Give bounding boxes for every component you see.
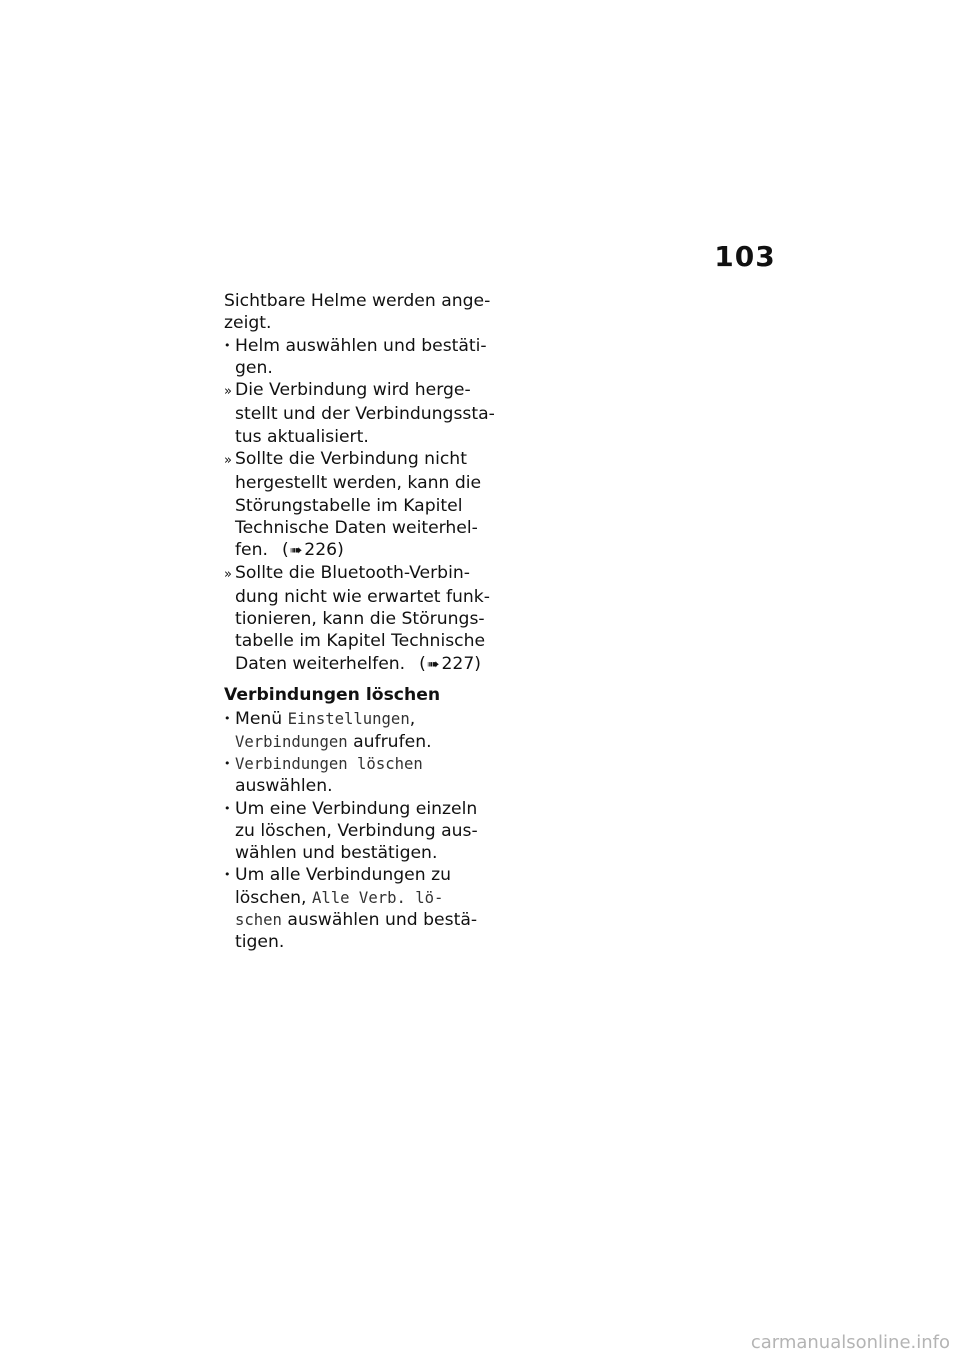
- step-text: zu löschen, Verbindung aus-: [235, 820, 478, 841]
- bullet-marker: •: [224, 712, 231, 726]
- result-text: Sollte die Verbindung nicht: [235, 449, 467, 470]
- result-text: tus aktualisiert.: [235, 426, 369, 447]
- result-text: Die Verbindung wird herge-: [235, 380, 471, 401]
- step-text: auswählen.: [235, 776, 333, 797]
- list-item: [224, 335, 494, 380]
- result-marker: »: [224, 566, 232, 582]
- watermark: carmanualsonline.info: [750, 1332, 950, 1353]
- bullet-marker: •: [224, 756, 231, 770]
- result-text: tabelle im Kapitel Technische: [235, 631, 486, 652]
- result-marker: »: [224, 384, 232, 400]
- list-item: [224, 753, 494, 798]
- menu-item-delete-all-cont: schen: [235, 911, 282, 930]
- page-reference[interactable]: Daten weiterhelfen. (➠ 227): [235, 653, 481, 674]
- step-text: Menü: [235, 709, 288, 730]
- list-item: [224, 864, 494, 953]
- list-item: • Menü Einstellungen, Verbindungen aufrufen.: [224, 709, 432, 752]
- step-text: Um alle Verbindungen zu: [235, 865, 452, 886]
- step-text: wählen und bestätigen.: [235, 843, 438, 864]
- step-text: Um eine Verbindung einzeln: [235, 798, 478, 819]
- step-text: tigen.: [235, 932, 285, 953]
- result-text: Störungstabelle im Kapitel: [235, 495, 463, 516]
- step-text: löschen,: [235, 887, 312, 908]
- result-text: Sollte die Bluetooth-Verbin-: [235, 562, 470, 583]
- menu-item-delete-all: Alle Verb. lö-: [311, 888, 444, 907]
- page-number: 103: [714, 240, 776, 273]
- result-item: [224, 379, 494, 448]
- intro-line: Sichtbare Helme werden ange-: [224, 291, 491, 311]
- intro-line: zeigt.: [224, 313, 272, 334]
- step-text: aufrufen.: [347, 731, 432, 752]
- page-reference-arrow-icon: ➠: [289, 541, 303, 560]
- bullet-marker: •: [224, 338, 231, 352]
- step-text: auswählen und bestä-: [281, 910, 478, 931]
- menu-path-connections: Verbindungen: [235, 732, 348, 751]
- result-text: Technische Daten weiterhel-: [235, 517, 478, 538]
- step-text: gen.: [235, 357, 273, 378]
- list-item: [224, 798, 494, 865]
- result-text: stellt und der Verbindungssta-: [235, 404, 495, 425]
- result-item: [224, 448, 494, 561]
- section-heading: Verbindungen löschen: [224, 685, 441, 706]
- page-reference-arrow-icon: ➠: [426, 654, 440, 673]
- result-text: dung nicht wie erwartet funk-: [235, 586, 490, 607]
- result-text: tionieren, kann die Störungs-: [235, 609, 485, 630]
- result-marker: »: [224, 453, 232, 469]
- content-column: [224, 290, 494, 954]
- page-reference[interactable]: fen. (➠ 226): [235, 540, 344, 561]
- bullet-marker: •: [224, 801, 231, 815]
- step-text: Helm auswählen und bestäti-: [235, 335, 487, 356]
- result-item: [224, 562, 494, 675]
- bullet-marker: •: [224, 868, 231, 882]
- menu-item-delete-connections: Verbindungen löschen: [235, 754, 423, 773]
- menu-path-settings: Einstellungen: [287, 710, 410, 729]
- result-text: hergestellt werden, kann die: [235, 473, 482, 494]
